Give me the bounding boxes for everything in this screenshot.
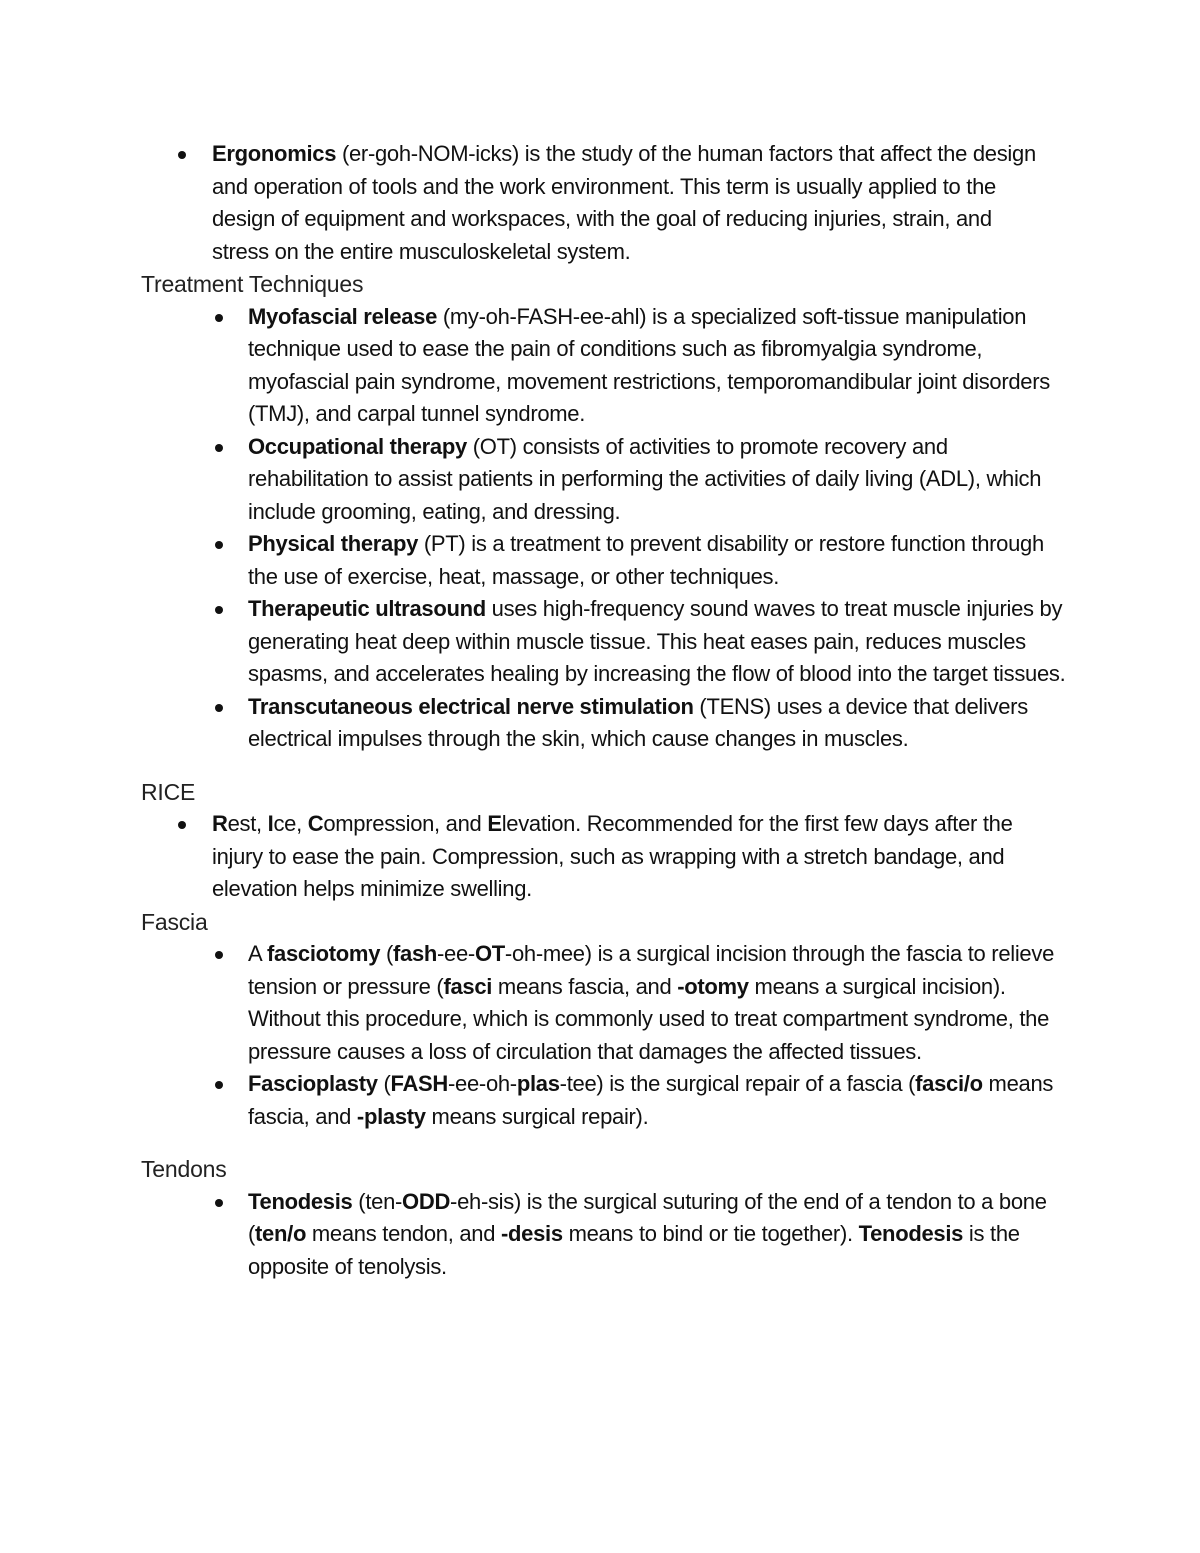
rice-letter-e: E bbox=[487, 811, 502, 836]
document-page bbox=[0, 138, 1200, 1283]
term-fascioplasty: Fascioplasty bbox=[248, 1071, 378, 1096]
bullet-icon bbox=[178, 151, 186, 159]
word-part-plasty: -plasty bbox=[356, 1103, 426, 1129]
fasciotomy-stress-2: OT bbox=[474, 941, 505, 966]
tenodesis-text-1: (ten- bbox=[352, 1188, 403, 1214]
spacer bbox=[0, 756, 1200, 776]
fascioplasty-text-2: -ee-oh- bbox=[448, 1071, 517, 1096]
list-item-myofascial-release bbox=[0, 301, 1068, 431]
rice-list bbox=[0, 808, 1200, 906]
list-item-tens bbox=[0, 691, 1068, 756]
bullet-icon bbox=[215, 606, 223, 614]
list-item-therapeutic-ultrasound bbox=[0, 593, 1068, 691]
treatment-list bbox=[0, 301, 1200, 756]
rice-text-compression: ompression, and bbox=[323, 811, 488, 836]
fasciotomy-text-2: ( bbox=[380, 941, 393, 966]
term-occupational-therapy: Occupational therapy bbox=[248, 433, 467, 459]
bullet-icon bbox=[215, 704, 223, 712]
fascioplasty-stress-1: FASH bbox=[390, 1071, 449, 1096]
fasciotomy-text-6: means a surgical incision). Without this procedure, which is commonly used to treat compartment syndrome, the pressure causes a loss of circulation that damages the affected tissues. bbox=[248, 973, 1050, 1064]
fascioplasty-text-1: ( bbox=[377, 1071, 391, 1096]
heading-fascia: Fascia bbox=[141, 908, 208, 935]
fasciotomy-text-1: A bbox=[248, 941, 267, 966]
heading-rice: RICE bbox=[141, 778, 196, 805]
fasciotomy-text-3: -ee- bbox=[437, 941, 475, 966]
fasciotomy-text-4: -oh-mee) is a surgical incision through the fascia to relieve tension or pressure ( bbox=[248, 941, 1055, 999]
definition-ergonomics: (er-goh-NOM-icks) is the study of the human factors that affect the design and operation of tools and the work environment. This term is usually applied to the design of equipment and workspaces, with the goal of reducing injuries, strain, and stress on the entire musculoskeletal system. bbox=[212, 141, 1036, 264]
fascioplasty-text-4: means fascia, and bbox=[248, 1071, 1054, 1129]
spacer bbox=[0, 1133, 1200, 1153]
tenodesis-text-2: -eh-sis) is the surgical suturing of the end of a tendon to a bone ( bbox=[248, 1188, 1047, 1246]
term-fasciotomy: fasciotomy bbox=[266, 941, 381, 966]
fasciotomy-stress-1: fash bbox=[392, 941, 438, 966]
tendons-list bbox=[0, 1186, 1200, 1284]
ergonomics-list bbox=[0, 138, 1200, 268]
definition-occupational-therapy: (OT) consists of activities to promote recovery and rehabilitation to assist patients in performing the activities of daily living (ADL), which include grooming, eating, and dressing. bbox=[248, 433, 1042, 524]
fascioplasty-stress-2: plas bbox=[516, 1071, 560, 1096]
fascioplasty-text-5: means surgical repair). bbox=[425, 1103, 649, 1129]
rice-letter-i: I bbox=[267, 811, 274, 836]
heading-tendons: Tendons bbox=[141, 1156, 227, 1182]
fascioplasty-text-3: -tee) is the surgical repair of a fascia ( bbox=[559, 1071, 916, 1096]
bullet-icon bbox=[215, 314, 223, 322]
tenodesis-text-3: means tendon, and bbox=[306, 1221, 501, 1246]
bullet-icon bbox=[215, 951, 223, 959]
rice-text-elevation: levation. Recommended for the first few days after the injury to ease the pain. Compression, such as wrapping with a stretch bandage, and elevation helps minimize swelling. bbox=[212, 811, 1013, 901]
word-part-otomy: -otomy bbox=[677, 973, 749, 999]
rice-text-ice: ce, bbox=[273, 811, 308, 836]
bullet-icon bbox=[215, 444, 223, 452]
term-ergonomics: Ergonomics bbox=[212, 141, 337, 166]
term-therapeutic-ultrasound: Therapeutic ultrasound bbox=[248, 596, 486, 621]
list-item-tenodesis bbox=[0, 1186, 1068, 1284]
tenodesis-stress: ODD bbox=[402, 1188, 451, 1214]
definition-myofascial-release: (my-oh-FASH-ee-ahl) is a specialized soft-tissue manipulation technique used to ease the pain of conditions such as fibromyalgia syndrome, myofascial pain syndrome, movement restrictions, temporomandibular joint disorders (TMJ), and carpal tunnel syndrome. bbox=[248, 303, 1050, 426]
list-item-occupational-therapy bbox=[0, 431, 1068, 529]
tenodesis-text-5: is the opposite of tenolysis. bbox=[248, 1221, 1020, 1279]
term-tenodesis-repeat: Tenodesis bbox=[858, 1221, 964, 1246]
fascia-list bbox=[0, 938, 1200, 1133]
bullet-icon bbox=[215, 1081, 223, 1089]
definition-therapeutic-ultrasound: uses high-frequency sound waves to treat muscle injuries by generating heat deep within muscle tissue. This heat eases pain, reduces muscles spasms, and accelerates healing by increasing the flow of blood into the target tissues. bbox=[248, 596, 1066, 686]
definition-tens: (TENS) uses a device that delivers electrical impulses through the skin, which cause changes in muscles. bbox=[248, 693, 1028, 751]
bullet-icon bbox=[215, 541, 223, 549]
list-item-physical-therapy bbox=[0, 528, 1068, 593]
tenodesis-text-4: means to bind or tie together). bbox=[562, 1221, 859, 1246]
definition-physical-therapy: (PT) is a treatment to prevent disability or restore function through the use of exercise, heat, massage, or other techniques. bbox=[248, 531, 1044, 589]
list-item-ergonomics bbox=[0, 138, 1042, 268]
word-part-teno: ten/o bbox=[255, 1221, 307, 1246]
fasciotomy-text-5: means fascia, and bbox=[492, 973, 678, 999]
rice-text-rest: est, bbox=[227, 811, 268, 836]
list-item-fascioplasty bbox=[0, 1068, 1068, 1133]
list-item-rice bbox=[0, 808, 1042, 906]
term-myofascial-release: Myofascial release bbox=[248, 303, 438, 329]
word-part-desis: -desis bbox=[500, 1221, 563, 1246]
word-part-fasci: fasci bbox=[443, 973, 493, 999]
rice-letter-r: R bbox=[212, 811, 228, 836]
heading-treatment-techniques: Treatment Techniques bbox=[141, 271, 364, 297]
term-physical-therapy: Physical therapy bbox=[248, 531, 419, 556]
bullet-icon bbox=[215, 1199, 223, 1207]
term-tens: Transcutaneous electrical nerve stimulation bbox=[248, 693, 694, 719]
word-part-fascio: fasci/o bbox=[915, 1071, 983, 1096]
bullet-icon bbox=[178, 821, 186, 829]
term-tenodesis: Tenodesis bbox=[248, 1188, 353, 1214]
rice-letter-c: C bbox=[307, 811, 324, 836]
list-item-fasciotomy bbox=[0, 938, 1068, 1068]
